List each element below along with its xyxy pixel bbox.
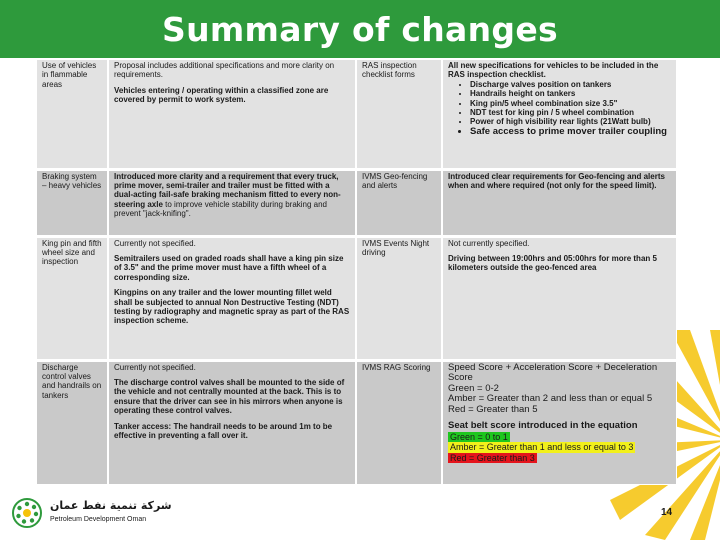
list-item: • King pin/5 wheel combination size 3.5" (470, 99, 671, 108)
proposal-cell: Currently not specified. The discharge control valves shall be mounted to the side of the vehicle and not centrally mounted at the back. This is to ensure that the driver can see in his mirrors when anyone is operating these control valves. Tanker access: The handrail needs to be around 1m to be effective in preventing a fall over it. (108, 360, 356, 485)
company-name: Petroleum Development Oman (50, 516, 147, 523)
company-name-arabic: شركة تنمية نفط عمان (50, 499, 172, 512)
amber-score-highlight: Amber = Greater than 1 and less or equal to 3 (450, 442, 634, 452)
changes-table-container (37, 60, 677, 485)
reference-cell: IVMS Events Night driving (356, 236, 442, 360)
change-cell: All new specifications for vehicles to be included in the RAS inspection checklist. • Discharge valves position on tankers • Handrails height on tankers • King pin/5 wheel combination size 3.5" • NDT test for king pin / 5 wheel combination • Power of high visibility rear lights (21Watt bulb) • Safe access to prime mover trailer coupling (442, 60, 677, 169)
list-item: • Safe access to prime mover trailer coupling (470, 127, 671, 138)
green-score-highlight: Green = 0 to 1 (450, 431, 508, 442)
table-row (37, 169, 677, 236)
pdo-logo (12, 496, 212, 532)
table-row (37, 360, 677, 485)
changes-table (37, 60, 677, 485)
change-cell: Speed Score + Acceleration Score + Deceleration Score Green = 0-2 Amber = Greater than 2 and less than or equal 5 Red = Greater than 5 Seat belt score introduced in the equation Green = 0 to 1 Amber = Greater than 1 and less or equal to 3 Red = Greater than 3 (442, 360, 677, 485)
reference-cell: IVMS Geo-fencing and alerts (356, 169, 442, 236)
spec-list (448, 80, 671, 138)
table-row (37, 60, 677, 169)
red-score-highlight: Red = Greater than 3 (450, 452, 535, 463)
slide-title: Summary of changes (162, 9, 558, 49)
list-item: • NDT test for king pin / 5 wheel combination (470, 108, 671, 117)
area-cell: King pin and fifth wheel size and inspection (37, 236, 108, 360)
list-item: • Power of high visibility rear lights (21Watt bulb) (470, 117, 671, 126)
list-item: • Discharge valves position on tankers (470, 80, 671, 89)
proposal-cell: Introduced more clarity and a requirement that every truck, prime mover, semi-trailer and trailer must be fitted with a dual-acting fail-safe braking mechanism fitted to every non-steering axle to improve vehicle stability during braking and prevent "jack-knifing". (108, 169, 356, 236)
area-cell: Discharge control valves and handrails on tankers (37, 360, 108, 485)
change-cell: Introduced clear requirements for Geo-fencing and alerts when and where required (not only for the speed limit). (442, 169, 677, 236)
proposal-cell: Currently not specified. Semitrailers used on graded roads shall have a king pin size of 3.5" and the prime mover must have a fifth wheel of a corresponding size. Kingpins on any trailer and the lower mounting fillet weld shall be subjected to annual Non Destructive Testing (NDT) testing by radiography and magnetic spray as part of the RAS inspection scheme. (108, 236, 356, 360)
page-number: 14 (661, 507, 673, 518)
change-cell: Not currently specified. Driving between 19:00hrs and 05:00hrs for more than 5 kilometers outside the geo-fenced area (442, 236, 677, 360)
proposal-cell: Proposal includes additional specifications and more clarity on requirements. Vehicles entering / operating within a classified zone are covered by permit to work system. (108, 60, 356, 169)
area-cell: Use of vehicles in flammable areas (37, 60, 108, 169)
table-row (37, 236, 677, 360)
reference-cell: IVMS RAG Scoring (356, 360, 442, 485)
title-bar (0, 0, 720, 58)
reference-cell: RAS inspection checklist forms (356, 60, 442, 169)
list-item: • Handrails height on tankers (470, 89, 671, 98)
pdo-emblem-icon (12, 498, 42, 528)
area-cell: Braking system – heavy vehicles (37, 169, 108, 236)
